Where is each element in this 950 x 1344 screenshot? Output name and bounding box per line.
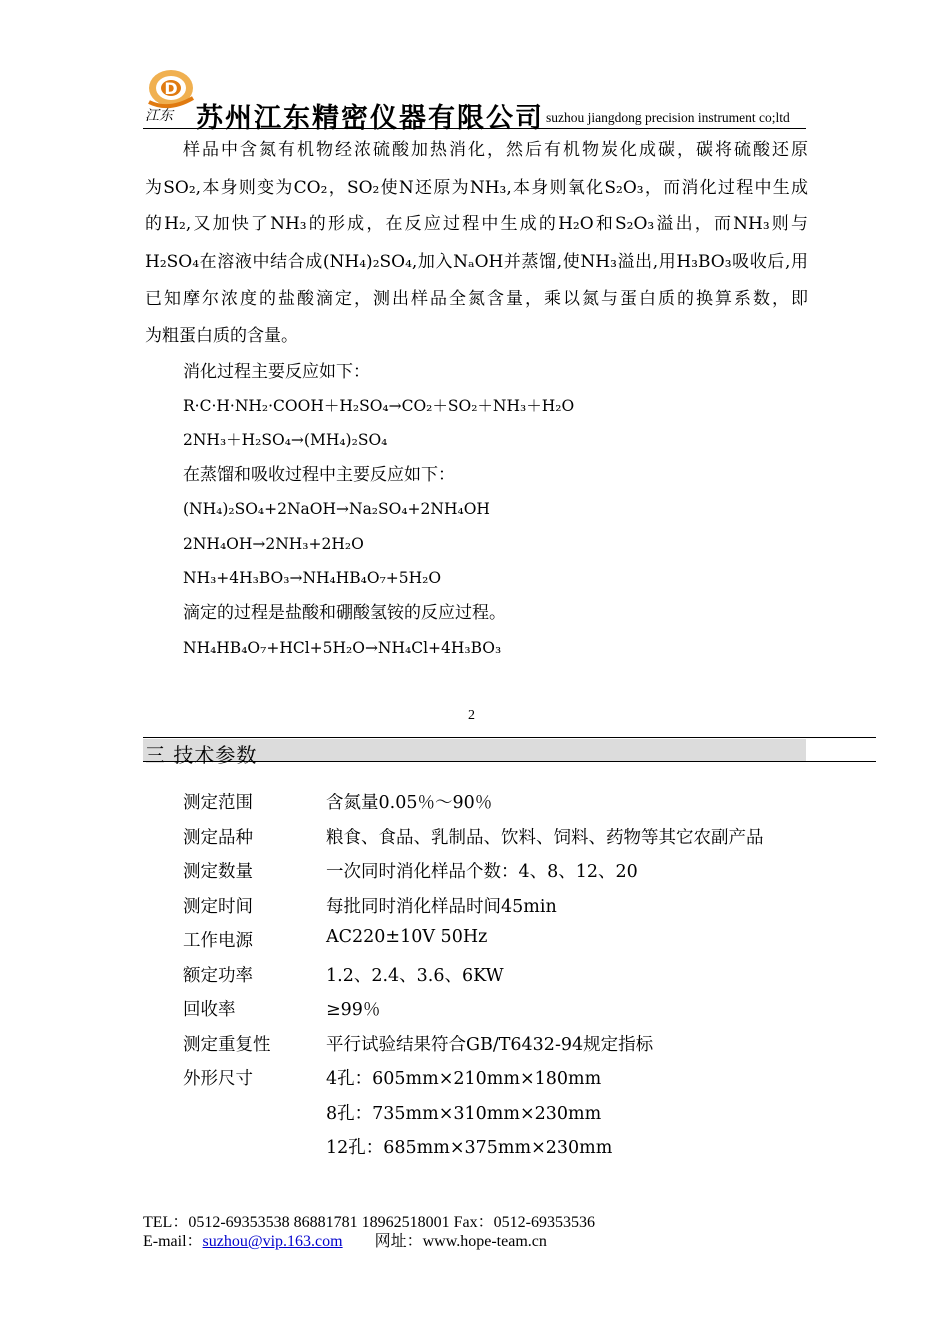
- spec-label: 测定数量: [183, 862, 253, 882]
- section-rule-top: [143, 737, 876, 738]
- spec-label: 测定品种: [183, 828, 253, 848]
- company-logo: [143, 68, 195, 122]
- distill-equation-1: (NH₄)₂SO₄+2NaOH→Na₂SO₄+2NH₄OH: [183, 500, 490, 518]
- header-divider: [143, 128, 806, 129]
- principle-line-6: 为粗蛋白质的含量。: [145, 326, 298, 346]
- digestion-equation-1: R·C·H·NH₂·COOH＋H₂SO₄→CO₂＋SO₂＋NH₃＋H₂O: [183, 397, 575, 415]
- spec-label: 外形尺寸: [183, 1069, 253, 1089]
- digestion-intro: 消化过程主要反应如下：: [183, 362, 370, 382]
- principle-line-5: 已知摩尔浓度的盐酸滴定，测出样品全氮含量，乘以氮与蛋白质的换算系数，即: [145, 289, 808, 309]
- spec-value: 4孔：605mm×210mm×180mm: [326, 1069, 602, 1089]
- spec-value: ≥99％: [326, 1000, 381, 1020]
- section-rule-bottom: [143, 761, 876, 762]
- spec-label: 测定范围: [183, 793, 253, 813]
- spec-label: 额定功率: [183, 966, 253, 986]
- footer-contact-line: [143, 1228, 547, 1251]
- footer-tel-line: TEL：0512-69353538 86881781 18962518001 Fax：0512-69353536: [143, 1214, 595, 1231]
- footer-website: 网址：www.hope-team.cn: [374, 1233, 547, 1250]
- spec-value: 平行试验结果符合GB/T6432-94规定指标: [326, 1035, 654, 1055]
- svg-text:D: D: [164, 79, 178, 98]
- principle-line-1: 样品中含氮有机物经浓硫酸加热消化，然后有机物炭化成碳，碳将硫酸还原: [183, 140, 808, 160]
- distill-equation-2: 2NH₄OH→2NH₃+2H₂O: [183, 535, 364, 553]
- company-name-cn: 苏州江东精密仪器有限公司: [196, 103, 544, 134]
- distill-equation-3: NH₃+4H₃BO₃→NH₄HB₄O₇+5H₂O: [183, 569, 442, 587]
- principle-line-3: 的H₂,又加快了NH₃的形成，在反应过程中生成的H₂O和S₂O₃溢出，而NH₃则与: [145, 214, 808, 234]
- section-title: 三 技术参数: [145, 743, 258, 767]
- spec-value: 一次同时消化样品个数：4、8、12、20: [326, 862, 638, 882]
- digestion-equation-2: 2NH₃＋H₂SO₄→(MH₄)₂SO₄: [183, 431, 388, 449]
- distill-intro: 在蒸馏和吸收过程中主要反应如下：: [183, 465, 455, 485]
- spec-label: 回收率: [183, 1000, 236, 1020]
- titration-intro: 滴定的过程是盐酸和硼酸氢铵的反应过程。: [183, 603, 506, 623]
- footer-email-link[interactable]: suzhou@vip.163.com: [202, 1233, 343, 1250]
- logo-text: 江东: [145, 108, 173, 122]
- spec-value: 12孔：685mm×375mm×230mm: [326, 1138, 613, 1158]
- spec-value: 1.2、2.4、3.6、6KW: [326, 966, 504, 986]
- spec-value: AC220±10V 50Hz: [326, 927, 488, 947]
- spec-value: 含氮量0.05％～90％: [326, 793, 493, 813]
- company-name-en: suzhou jiangdong precision instrument co;ltd: [546, 110, 790, 125]
- principle-line-2: 为SO₂,本身则变为CO₂，SO₂使N还原为NH₃,本身则氧化S₂O₃，而消化过程中生成: [145, 178, 808, 198]
- spec-label: 测定重复性: [183, 1035, 271, 1055]
- page-number: 2: [468, 708, 475, 723]
- spec-value: 8孔：735mm×310mm×230mm: [326, 1104, 602, 1124]
- spec-value: 每批同时消化样品时间45min: [326, 897, 557, 917]
- footer-email-label: E-mail：: [143, 1233, 203, 1250]
- principle-line-4: H₂SO₄在溶液中结合成(NH₄)₂SO₄,加入NₐOH并蒸馏,使NH₃溢出,用H₃BO₃吸收后,用: [145, 252, 808, 272]
- spec-value: 粮食、食品、乳制品、饮料、饲料、药物等其它农副产品: [326, 828, 764, 848]
- spec-label: 测定时间: [183, 897, 253, 917]
- spec-label: 工作电源: [183, 931, 253, 951]
- titration-equation: NH₄HB₄O₇+HCl+5H₂O→NH₄Cl+4H₃BO₃: [183, 639, 502, 657]
